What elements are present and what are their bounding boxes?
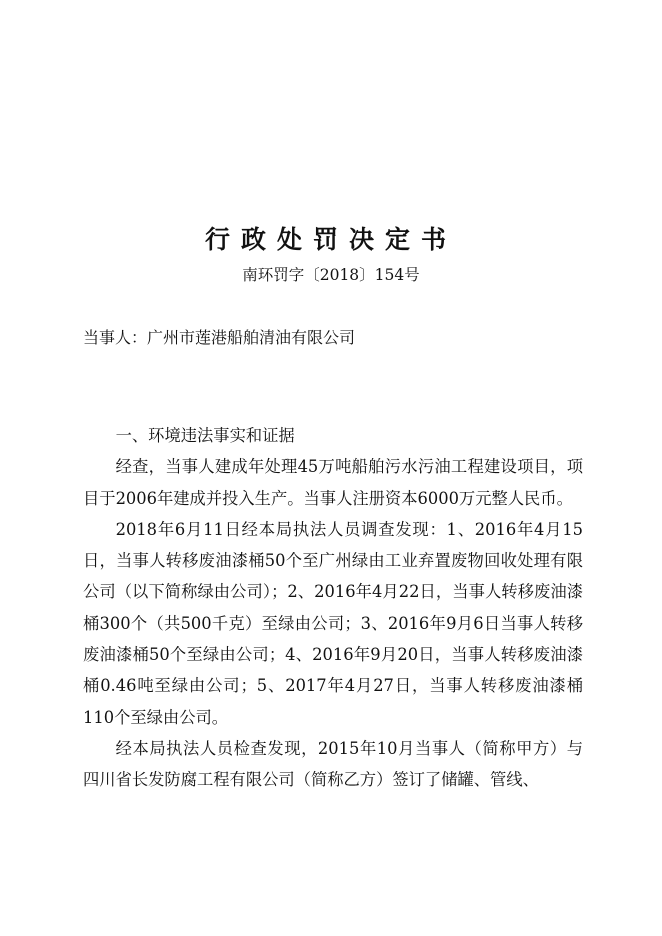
- paragraph-2: 2018年6月11日经本局执法人员调查发现：1、2016年4月15日，当事人转移废油漆桶50个至广州绿由工业弃置废物回收处理有限公司（以下简称绿由公司）；2、2016年4月22日，当事人转移废油漆桶300个（共500千克）至绿由公司；3、2016年9月6日当事人转移废油漆桶50个至绿由公司；4、2016年9月20日，当事人转移废油漆桶0.46吨至绿由公司；5、2017年4月27日，当事人转移废油漆桶110个至绿由公司。: [83, 519, 583, 727]
- paragraph-1: 经查，当事人建成年处理45万吨船舶污水污油工程建设项目，项目于2006年建成并投入生产。当事人注册资本6000万元整人民币。: [83, 457, 583, 508]
- party-line: 当事人：广州市莲港船舶清油有限公司: [83, 328, 356, 347]
- document-body: [83, 420, 583, 796]
- document-number: 南环罚字〔2018〕154号: [242, 266, 420, 284]
- paragraph-3: 经本局执法人员检查发现，2015年10月当事人（简称甲方）与四川省长发防腐工程有限公司（简称乙方）签订了储罐、管线、: [83, 738, 583, 790]
- section-heading: 一、环境违法事实和证据: [115, 426, 295, 445]
- document-title: 行政处罚决定书: [204, 225, 457, 254]
